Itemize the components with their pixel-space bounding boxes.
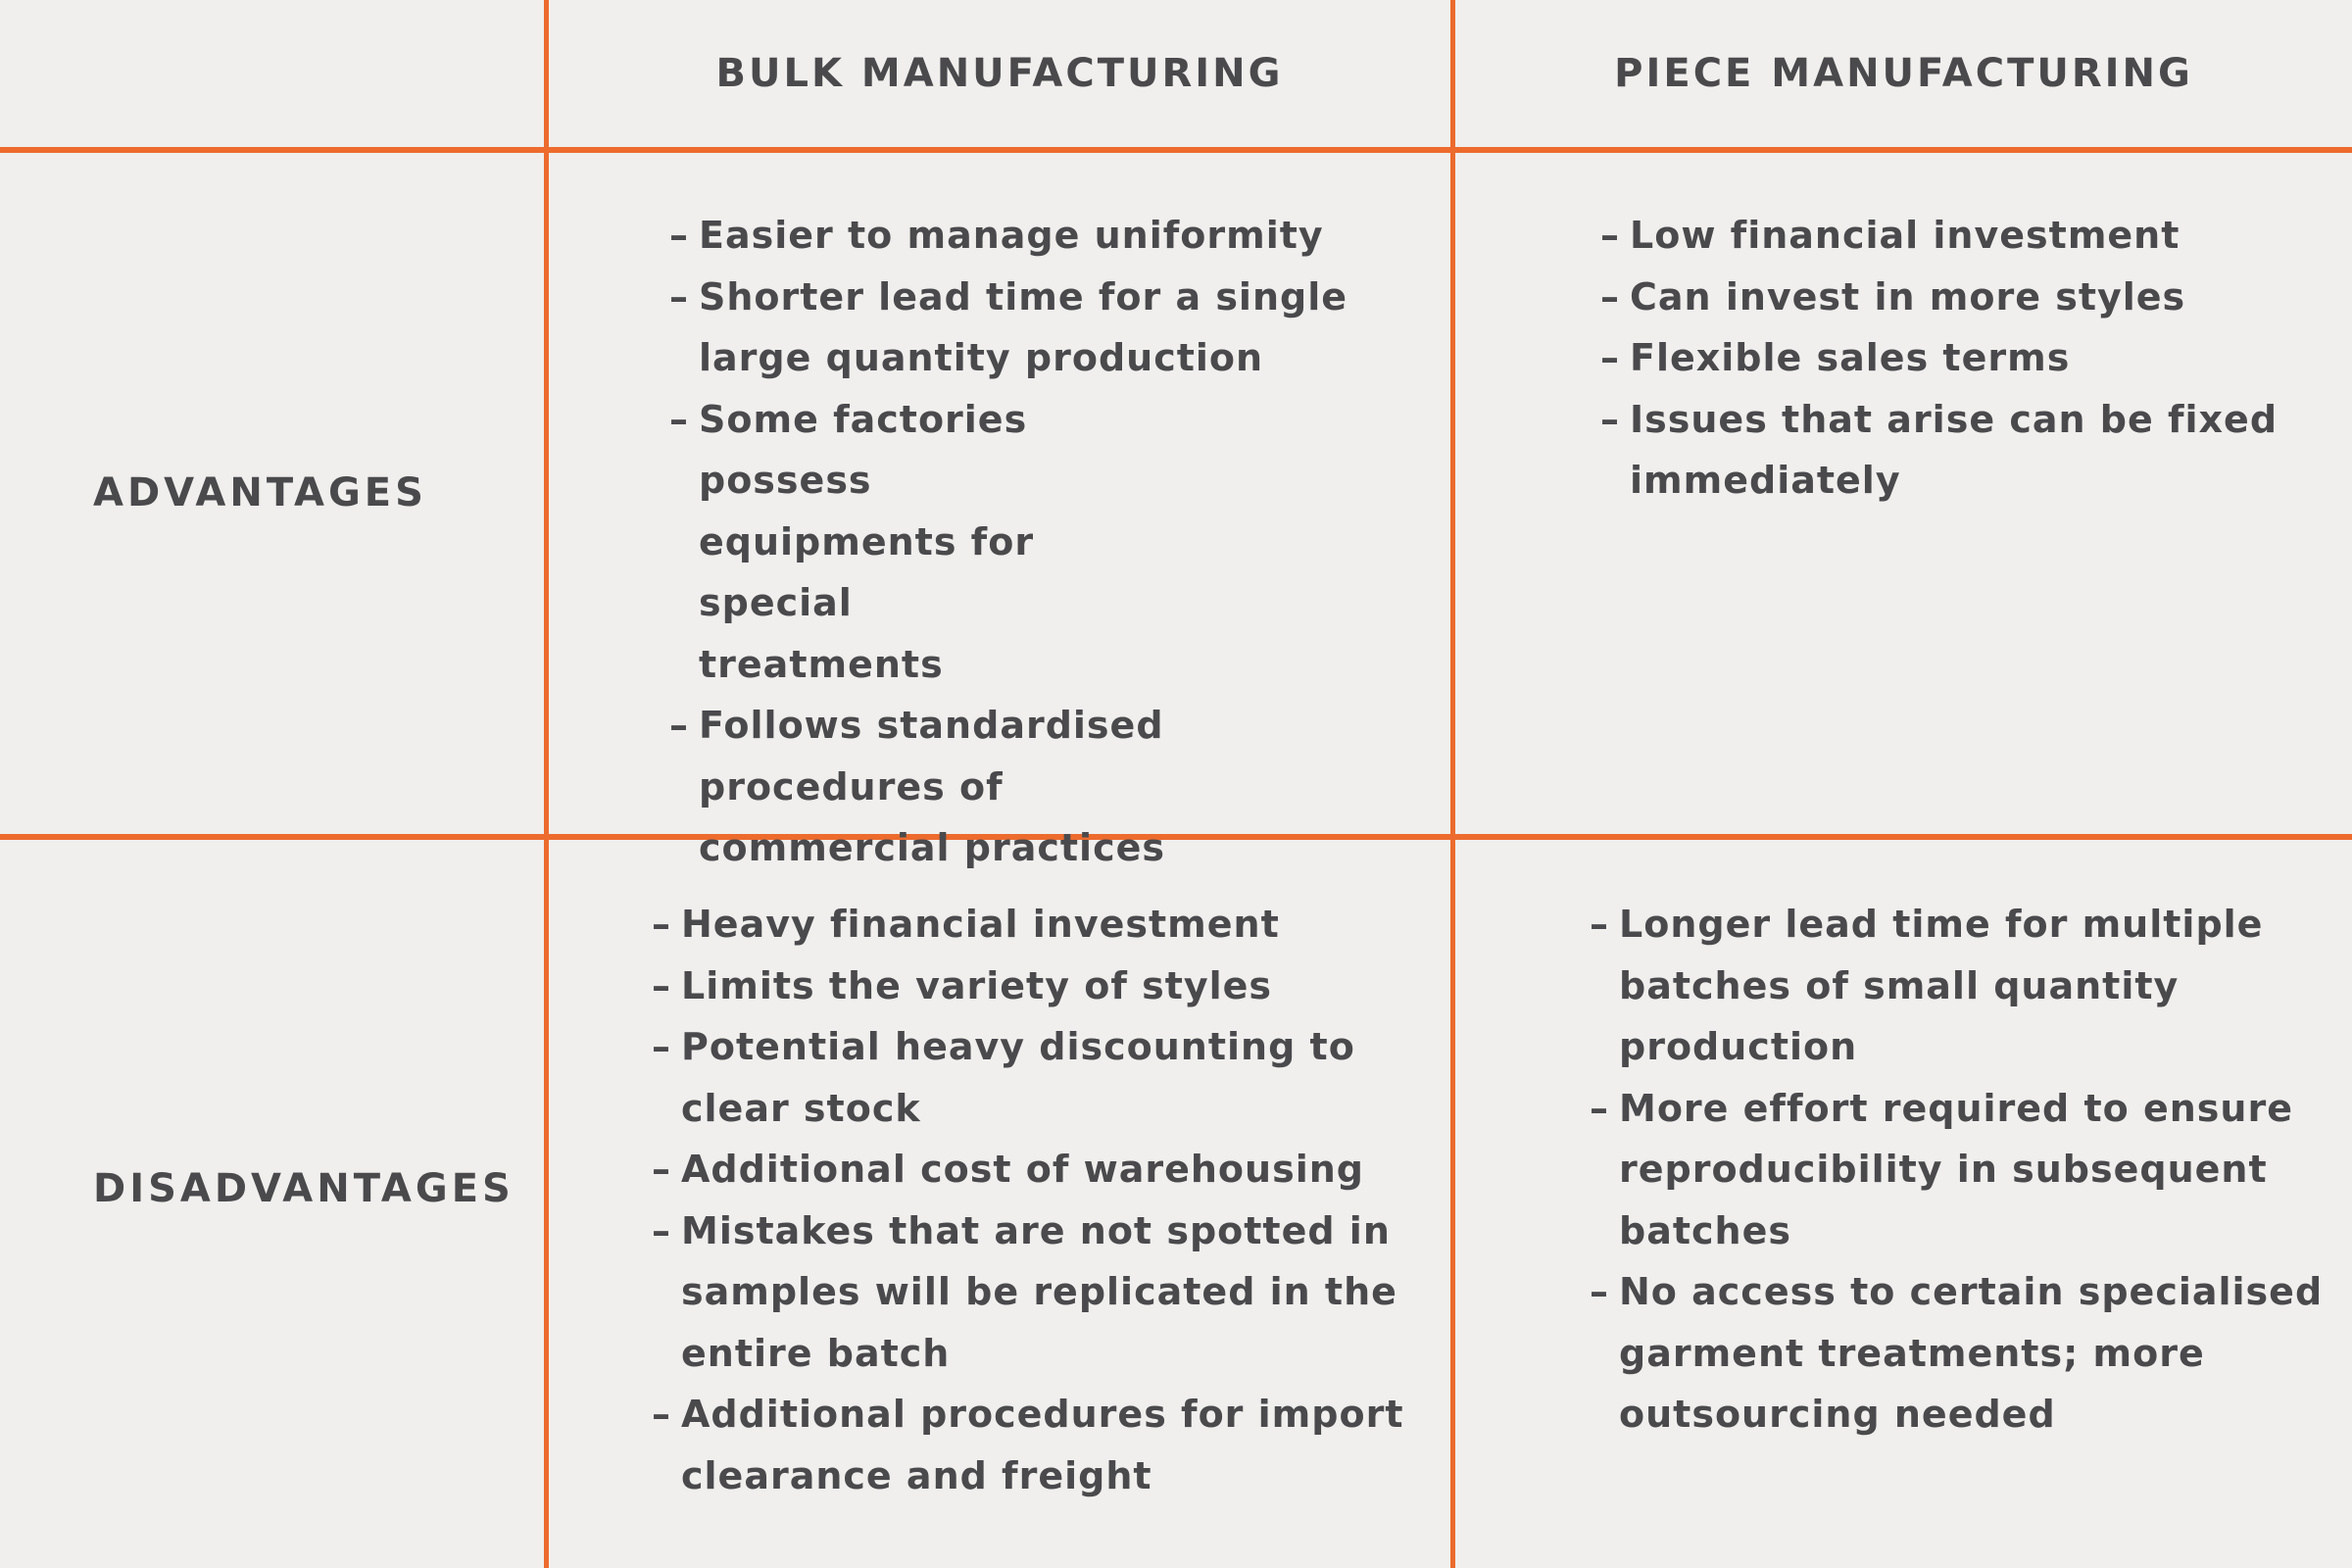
column-header-bulk-manufacturing: BULK MANUFACTURING [715, 51, 1284, 96]
row-header-advantages: ADVANTAGES [93, 470, 427, 515]
list-item: – Additional cost of warehousing [652, 1139, 1426, 1200]
column-divider-left [544, 0, 549, 1568]
list-item: – Limits the variety of styles [652, 956, 1426, 1017]
list-item: – Low financial investment [1600, 205, 2326, 267]
list-item: – More effort required to ensure reproducibility in subsequent batches [1590, 1078, 2334, 1262]
list-item: – Longer lead time for multiple batches of small quantity production [1590, 894, 2334, 1078]
bulk-advantages-list [669, 205, 1414, 879]
header-row-divider [0, 147, 2352, 153]
list-item: – Heavy financial investment [652, 894, 1426, 956]
list-item: – Mistakes that are not spotted in samples will be replicated in the entire batch [652, 1200, 1426, 1385]
column-divider-right [1450, 0, 1455, 1568]
column-header-piece-manufacturing: PIECE MANUFACTURING [1614, 51, 2193, 96]
list-item: – Easier to manage uniformity [669, 205, 1414, 267]
list-item: – No access to certain specialised garment treatments; more outsourcing needed [1590, 1261, 2334, 1446]
row-header-disadvantages: DISADVANTAGES [93, 1166, 514, 1211]
list-item: – Issues that arise can be fixed immediately [1600, 389, 2326, 512]
list-item: – Shorter lead time for a single large quantity production [669, 267, 1414, 389]
piece-disadvantages-list [1590, 894, 2334, 1446]
list-item: – Follows standardised procedures of commercial practices [669, 695, 1248, 879]
bulk-disadvantages-list [652, 894, 1426, 1506]
list-item: – Some factories possess equipments for special treatments [669, 389, 1110, 696]
piece-advantages-list [1600, 205, 2326, 512]
list-item: – Potential heavy discounting to clear stock [652, 1016, 1426, 1139]
list-item: – Additional procedures for import clearance and freight [652, 1384, 1426, 1506]
list-item: – Can invest in more styles [1600, 267, 2326, 328]
list-item: – Flexible sales terms [1600, 327, 2326, 389]
